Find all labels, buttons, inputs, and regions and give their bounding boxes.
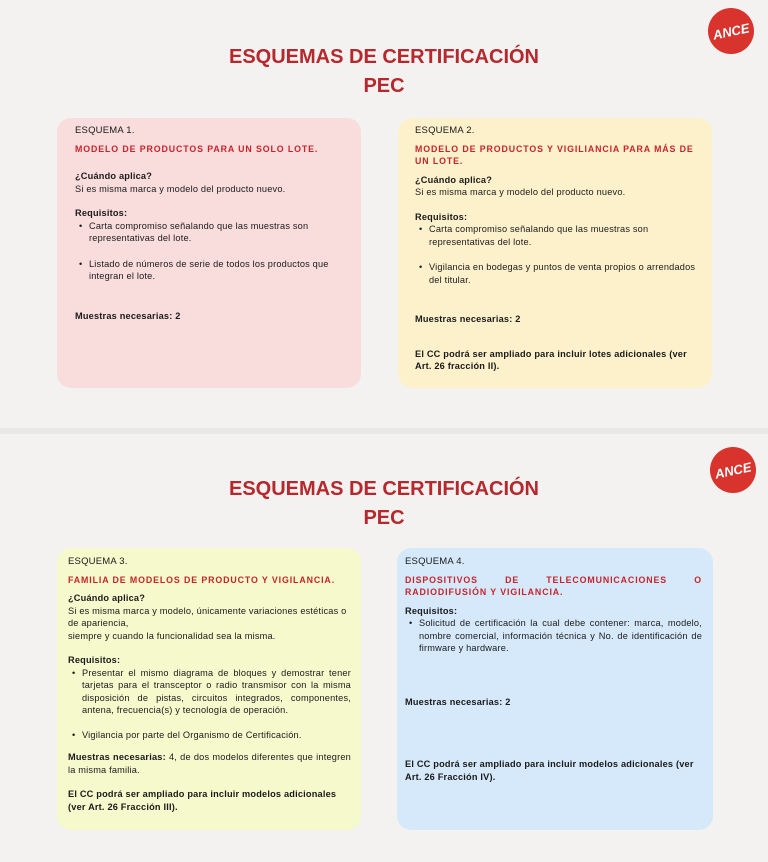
list-item: • Listado de números de serie de todos los productos que integran el lote. bbox=[79, 258, 343, 283]
when-label: ¿Cuándo aplica? bbox=[415, 174, 493, 185]
page-subtitle: PEC bbox=[363, 75, 405, 97]
note-text: El CC podrá ser ampliado para incluir modelos adicionales (ver Art. 26 Fracción IV). bbox=[405, 759, 694, 782]
samples-text: Muestras necesarias: 2 bbox=[75, 310, 181, 321]
scheme-label: ESQUEMA 2. bbox=[415, 125, 475, 136]
scheme-4-card bbox=[397, 548, 713, 830]
note-text: El CC podrá ser ampliado para incluir modelos adicionales (ver Art. 26 Fracción III). bbox=[68, 789, 337, 812]
scheme-heading: FAMILIA DE MODELOS DE PRODUCTO Y VIGILANCIA. bbox=[68, 574, 336, 585]
list-item: • Carta compromiso señalando que las muestras son representativas del lote. bbox=[79, 220, 343, 245]
requirements-label: Requisitos: bbox=[68, 655, 121, 665]
scheme-label: ESQUEMA 3. bbox=[68, 556, 128, 567]
requirements-label: Requisitos: bbox=[75, 208, 128, 218]
samples-text bbox=[68, 751, 351, 776]
list-item: • Vigilancia por parte del Organismo de Certificación. bbox=[72, 729, 351, 742]
logo-text: ANCE bbox=[713, 459, 753, 482]
requirements-list bbox=[79, 220, 343, 283]
samples-value: 4, de dos modelos diferentes que integren la misma familia. bbox=[68, 752, 351, 775]
scheme-3-card bbox=[57, 548, 361, 830]
list-item: • Presentar el mismo diagrama de bloques y demostrar tener tarjetas para el transceptor o radio transmisor con la misma disposición de pistas, circuitos integrados, componentes, antena, frecuencia(s) y tecnología de operación. bbox=[72, 667, 351, 717]
when-text: Si es misma marca y modelo del producto nuevo. bbox=[75, 183, 286, 194]
scheme-heading: MODELO DE PRODUCTOS PARA UN SOLO LOTE. bbox=[75, 143, 319, 154]
samples-text: Muestras necesarias: 2 bbox=[415, 314, 521, 324]
ance-logo bbox=[708, 445, 758, 495]
when-label: ¿Cuándo aplica? bbox=[68, 593, 146, 603]
requirements-list bbox=[72, 667, 351, 742]
scheme-1-card bbox=[57, 118, 361, 388]
logo-text: ANCE bbox=[711, 20, 751, 43]
requirements-list bbox=[419, 223, 696, 286]
ance-logo bbox=[706, 6, 756, 56]
requirements-label: Requisitos: bbox=[405, 605, 458, 616]
list-item: • Vigilancia en bodegas y puntos de venta propios o arrendados del titular. bbox=[419, 261, 696, 286]
page-subtitle: PEC bbox=[363, 507, 405, 529]
scheme-heading: MODELO DE PRODUCTOS Y VIGILIANCIA PARA MÁS DE UN LOTE. bbox=[415, 143, 694, 166]
scheme-label: ESQUEMA 1. bbox=[75, 125, 135, 136]
samples-text: Muestras necesarias: 2 bbox=[405, 696, 511, 707]
bottom-section bbox=[0, 434, 768, 862]
scheme-heading: DISPOSITIVOS DE TELECOMUNICACIONES O RADIODIFUSIÓN Y VIGILANCIA. bbox=[405, 574, 702, 597]
when-text: Si es misma marca y modelo, únicamente variaciones estéticas o de apariencia, bbox=[68, 605, 347, 628]
scheme-label: ESQUEMA 4. bbox=[405, 556, 465, 567]
list-item: • Solicitud de certificación la cual debe contener: marca, modelo, nombre comercial, información técnica y No. de identificación de firmware y hardware. bbox=[409, 617, 702, 655]
requirements-list bbox=[409, 617, 702, 655]
page-title: ESQUEMAS DE CERTIFICACIÓN bbox=[228, 46, 540, 68]
note-text: El CC podrá ser ampliado para incluir lotes adicionales (ver Art. 26 fracción II). bbox=[415, 348, 687, 371]
samples-label: Muestras necesarias: bbox=[68, 752, 166, 762]
scheme-2-card bbox=[398, 118, 712, 388]
top-section bbox=[0, 0, 768, 428]
when-text: Si es misma marca y modelo del producto nuevo. bbox=[415, 187, 626, 197]
page-title: ESQUEMAS DE CERTIFICACIÓN bbox=[228, 478, 540, 500]
list-item: • Carta compromiso señalando que las muestras son representativas del lote. bbox=[419, 223, 696, 248]
requirements-label: Requisitos: bbox=[415, 211, 468, 222]
when-label: ¿Cuándo aplica? bbox=[75, 171, 153, 181]
when-text-2: siempre y cuando la funcionalidad sea la misma. bbox=[68, 630, 276, 641]
